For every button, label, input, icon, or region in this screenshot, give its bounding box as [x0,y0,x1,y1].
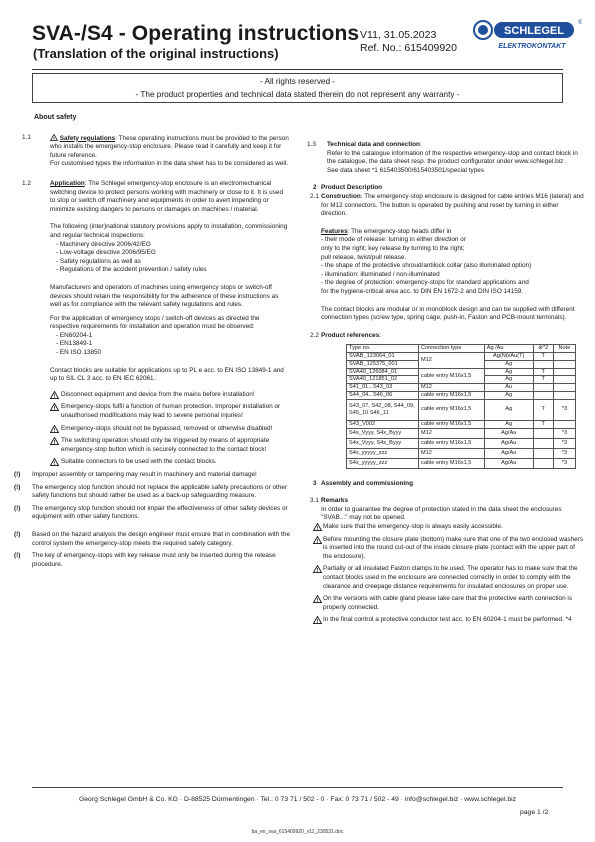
section-2-1 [307,193,585,323]
warning-item [50,425,290,434]
svg-text:!: ! [53,461,56,467]
section-heading: Assembly and commissioning [321,479,413,487]
table-cell [553,376,575,384]
section-1-1-text [50,134,290,161]
warning-text: In the final control a protective conductor test acc. to EN 60204-1 must be performed. *4 [323,616,572,624]
warning-triangle-icon [313,565,322,573]
section-heading: Construction [321,192,361,200]
table-cell: S44_04...S46_06 [347,392,419,400]
warning-triangle-icon [313,523,322,531]
section-body-2: See data sheet *1 615403500/615403501/special types [327,166,485,174]
column-header: Ag /Au [484,345,533,353]
warning-item [50,437,290,454]
table-cell: *3 [553,399,575,420]
table-cell: T [533,399,553,420]
caution-icon: (!) [14,530,21,538]
warning-triangle-icon [50,458,59,466]
responsibility-paragraph: Manufacturers and operators of machines using emergency stops or switch-off devices should retain the responsibility for the adherence of these instructions as well as for compliance with the relevant safety regulations and rules. [50,283,279,309]
table-row [347,458,576,468]
list-item: - Safety regulations as well as [56,257,141,265]
section-body: : The Schlegel emergency-stop enclosure is an electromechanical switching device to protect persons working with machinery or close to it. It is used to stop or switch off machinery and equipments in order to avert impending or minimize existing dangers to persons or damages on machines / material. [50,179,284,213]
table-cell [533,448,553,458]
table-cell: *3 [553,428,575,438]
table-cell: S43_07, S42_08, S44_09, S45_10 S46_11 [347,399,419,420]
table-cell: cable entry M16x1,5 [419,399,485,420]
table-cell: Ag [484,399,533,420]
warning-item [313,536,585,562]
table-cell: *3 [553,448,575,458]
section-heading: Technical data and connection [327,141,420,148]
table-cell [553,368,575,376]
standards-list [50,332,290,358]
table-row [347,399,576,420]
footer-rule [32,787,563,788]
warning-triangle-icon [50,425,59,433]
svg-text:!: ! [53,439,56,446]
table-cell: S43_V002 [347,420,419,428]
svg-text:!: ! [316,597,319,604]
table-cell: Au [484,384,533,392]
table-row [347,438,576,448]
caution-item [14,531,290,548]
list-item: - the shape of the protective shroud/antilock collar (also illuminated option) [321,262,532,270]
warning-text: Emergency-stops fulfil a function of human protection. Improper installation or unauthorised modifications may lead to severe personal injuries! [61,403,281,420]
table-cell [553,420,575,428]
warning-item [50,458,290,467]
table-cell: Ag/Au [484,458,533,468]
section-body: Refer to the catalogue information of the respective emergency-stop and contact block in the catalogue, the data sheet resp. the product configurator under www.schlegel.biz . [327,149,578,166]
table-row [347,428,576,438]
table-cell: T [533,376,553,384]
section-2 [307,184,585,193]
table-row [347,392,576,400]
warning-item [50,391,290,400]
header-rule [32,69,563,70]
table-cell: SVA40_126084_01 [347,368,419,376]
table-cell: cable entry M16x1,5 [419,392,485,400]
warning-item [313,523,585,532]
table-cell: T [533,368,553,376]
caution-text: The key of emergency-stops with key release must only be inserted during the release procedure. [32,552,276,568]
table-cell [533,428,553,438]
section-heading: Product references [321,331,380,339]
table-cell: *3 [553,438,575,448]
footer-company: Georg Schlegel GmbH & Co. KG · D-88525 Dürmentingen · Tel.: 0 73 71 / 502 - 0 · Fax: 0 73 71 / 502 - 49 · info@schlegel.biz · www.schlegel.biz [78,796,517,803]
contact-blocks-paragraph: Contact blocks are suitable for applications up to PL e acc. to EN ISO 13849-1 and up to SIL CL 3 acc. to EN IEC 62061. [50,366,284,383]
page-number: page 1 /2 [520,809,549,816]
reference-number: Ref. No.: 615409920 [360,42,457,54]
svg-text:!: ! [316,538,319,544]
section-heading: Safety regulations [59,134,116,142]
contact-blocks-paragraph: The contact blocks are modular or in monoblock design and can be supplied with different connection types (screw type, spring cage, push-in, Faston and PCB-mount terminals). [321,305,575,322]
table-cell: cable entry M16x1,5 [419,420,485,428]
warning-text: Before mounting the closure plate (bottom) make sure that one of the two enclosed washers is inserted into the round cut-out of the inside closure plate (contact with the upper part of the enclosure). [323,535,584,560]
features-intro: : The emergency-stop heads differ in [347,227,452,235]
heading-colon: : [379,331,382,339]
list-item: - illumination: illuminated / non-illuminated [321,270,440,278]
section-heading: Remarks [321,497,349,505]
warning-triangle-icon [50,391,59,399]
table-cell [553,360,575,368]
table-cell: Ag/Au [484,428,533,438]
section-number: 3 [313,479,317,487]
caution-text: The emergency stop function should not replace the applicable safety precautions or other safety functions but should rather be used as a back-up safeguarding measure. [32,483,288,500]
table-cell [533,360,553,368]
left-column [14,114,290,569]
table-cell: M12 [419,428,485,438]
table-cell [533,458,553,468]
section-body-2: For customised types the information in the data sheet has to be considered as well. [50,160,289,168]
table-cell: S4x_yyyyy_zzz [347,448,419,458]
svg-text:!: ! [53,393,56,399]
svg-text:!: ! [53,427,56,433]
section-1-2 [22,180,290,467]
warning-text: The switching operation should only be triggered by means of appropriate emergency-stop button which is securely connected to the contact block! [61,437,270,453]
list-item: for the hygiene-critical area acc. to DIN EN 1672-2 and DIN ISO 14159. [321,287,524,295]
svg-text:!: ! [53,406,56,412]
section-3-1 [307,497,585,625]
table-cell: Ag/Au [484,438,533,448]
table-cell [533,438,553,448]
rights-notice-box [32,73,563,103]
caution-item [14,471,290,480]
table-cell: T [533,353,553,361]
list-item: - EN ISO 13850 [56,349,102,357]
features-heading: Features [321,227,348,235]
table-row [347,353,576,361]
warning-item [50,403,290,420]
table-cell: *3 [553,458,575,468]
rights-notice-line2: - The product properties and technical data stated therein do not represent any warranty - [135,90,460,99]
section-heading: Application [50,179,85,187]
table-cell [533,392,553,400]
table-row [347,448,576,458]
table-cell: Ag [484,360,533,368]
provisions-paragraph: The following (inter)national statutory provisions apply to installation, commissioning and regular technical inspections: [50,223,288,239]
document-subtitle: (Translation of the original instructions) [33,46,279,61]
warning-triangle-icon [313,595,322,603]
section-number: 2.2 [310,331,319,339]
section-heading: Product Description [321,184,383,192]
caution-text: Based on the hazard analysis the design engineer must ensure that in combination with the control system the emergency-stop meets the required safety category. [32,530,290,547]
warning-triangle-icon [313,536,322,544]
document-title: SVA-/S4 - Operating instructions [32,22,360,45]
version-block [360,29,457,55]
schlegel-logo-graphic [472,17,582,53]
product-references-table [346,344,576,468]
list-item: pull release, twist/pull release. [321,253,407,261]
svg-text:!: ! [316,525,319,532]
warning-text: Disconnect equipment and device from the mains before installation! [61,390,255,398]
svg-text:!: ! [53,135,55,141]
table-row [347,384,576,392]
table-cell: M12 [419,353,485,369]
about-safety-heading: About safety [34,114,77,121]
list-item: - Regulations of the accident prevention / safety rules [56,266,207,274]
caution-icon: (!) [14,552,21,560]
svg-text:!: ! [316,568,319,574]
table-cell: SVAB_125375_001 [347,360,419,368]
table-cell: Ag [484,392,533,400]
list-item: - Low-voltage directive 2006/95/EG [56,249,156,257]
table-cell: S41_01...S43_03 [347,384,419,392]
column-header: Note [553,345,575,353]
provisions-list [50,241,290,275]
caution-text: Improper assembly or tampering may result in machinery and material damage! [32,471,257,478]
column-header: ⊛*2 [533,345,553,353]
table-cell: SVAB_123064_01 [347,353,419,361]
version-text: V11, 31.05.2023 [360,29,437,41]
table-cell: M12 [419,448,485,458]
warning-triangle-icon [50,437,59,445]
warning-triangle-icon [50,134,58,141]
section-body: In order to guarantee the degree of protection stated in the data sheet the enclosures "SVAB..." may not be opened. [321,505,562,522]
table-cell: Ag/Au [484,448,533,458]
table-cell [553,384,575,392]
table-cell: Ag [484,368,533,376]
table-cell: cable entry M16x1,5 [419,458,485,468]
section-1-1 [22,134,290,169]
table-cell: Ag [484,420,533,428]
warning-item [313,595,585,612]
caution-item [14,552,290,569]
table-cell [553,392,575,400]
rights-notice-line1: - All rights reserved - [259,77,336,86]
list-item: - their mode of release: turning in either direction or [321,236,466,244]
logo-registered: ® [578,20,582,26]
list-item: - EN13849-1 [56,340,93,348]
svg-text:!: ! [316,619,319,625]
caution-item [14,484,290,501]
table-cell: Ag(Ni)/Au(T) [484,353,533,361]
warning-text: Make sure that the emergency-stop is always easily accessible. [323,523,503,531]
warning-text: On the versions with cable gland please take care that the protective earth connection is properly connected. [323,595,573,611]
application-paragraph: For the application of emergency stops / switch-off devices as directed the respective requirements for installation and operation must be observed: [50,314,260,331]
table-cell: Ag [484,376,533,384]
caution-list [14,471,290,569]
table-cell: S4x_Vyyy, S4x_Byyy [347,428,419,438]
column-header: Connection type [419,345,485,353]
schlegel-logo [472,17,582,53]
table-header-row [347,345,576,353]
section-3 [307,480,585,489]
table-cell: SVA40_121851_02 [347,376,419,384]
warning-text: Emergency-stops should not be bypassed, removed or otherwise disabled! [61,424,273,432]
file-name: ba_en_sva_615409920_v11_230531.doc [251,829,344,835]
logo-text: SCHLEGEL [504,25,564,37]
section-body: : The emergency-stop enclosure is designed for cable entries M16 (lateral) and for M12 connectors. The button is operated by pushing and reset by turning in either direction. [321,192,584,218]
section-number: 1.2 [22,179,31,187]
section-number: 1.3 [307,141,316,148]
table-cell [553,353,575,361]
warning-item [313,565,585,591]
list-item: only to the right; key release by turning to the right; [321,244,465,252]
warning-triangle-icon [313,616,322,624]
column-header: Type no. [347,345,419,353]
section-number: 2.1 [310,192,319,200]
caution-icon: (!) [14,483,21,491]
table-row [347,420,576,428]
warning-item [313,616,585,625]
caution-item [14,505,290,522]
table-cell: M12 [419,384,485,392]
section-number: 2 [313,184,317,192]
warning-text: Suitable connectors to be used with the contact blocks. [61,458,217,466]
table-cell: cable entry M16x1,5 [419,438,485,448]
caution-text: The emergency stop function should not impair the effectiveness of other safety devices or equipment with other safety functions. [32,504,288,521]
section-body: : These operating instructions must be provided to the person who installs the emergency-stop enclosure. Please read it carefully and keep it for future reference. [50,134,289,159]
warning-triangle-icon [50,403,59,411]
table-cell: cable entry M16x1,5 [419,368,485,384]
features-list [321,236,585,296]
list-item: - Machinery directive 2006/42/EG [56,240,151,248]
table-row [347,368,576,376]
table-cell: T [533,420,553,428]
list-item: - EN60204-1 [56,331,93,339]
table-cell [533,384,553,392]
list-item: - the degree of protection: emergency-stops for standard applications and [321,279,529,287]
section-1-2-text [50,180,290,214]
section-number: 3.1 [310,497,319,505]
table-cell: S4x_yyyyy_zzz [347,458,419,468]
section-number: 1.1 [22,133,31,141]
logo-subtext: ELEKTROKONTAKT [498,43,566,50]
right-column [307,141,585,625]
table-cell: S4x_Vyyy, S4x_Byyy [347,438,419,448]
caution-icon: (!) [14,471,21,478]
section-1-3: 1.3 Technical data and connection: Refer to the catalogue information of the respective emergency-stop and contact block in the catalogue, the data sheet resp. the product configurator under www.schlegel.biz . See data sheet *1 615403500/615403501/special types [307,141,585,175]
section-2-2 [307,332,585,341]
caution-icon: (!) [14,504,21,512]
warning-text: Partially or all insulated Faston clamps to be used. The operator has to make sure that the contact blocks used in the enclosure are connected correctly in order to comply with the clearance and creepage distance requirements for insulated enclosures on proper use. [323,565,578,590]
